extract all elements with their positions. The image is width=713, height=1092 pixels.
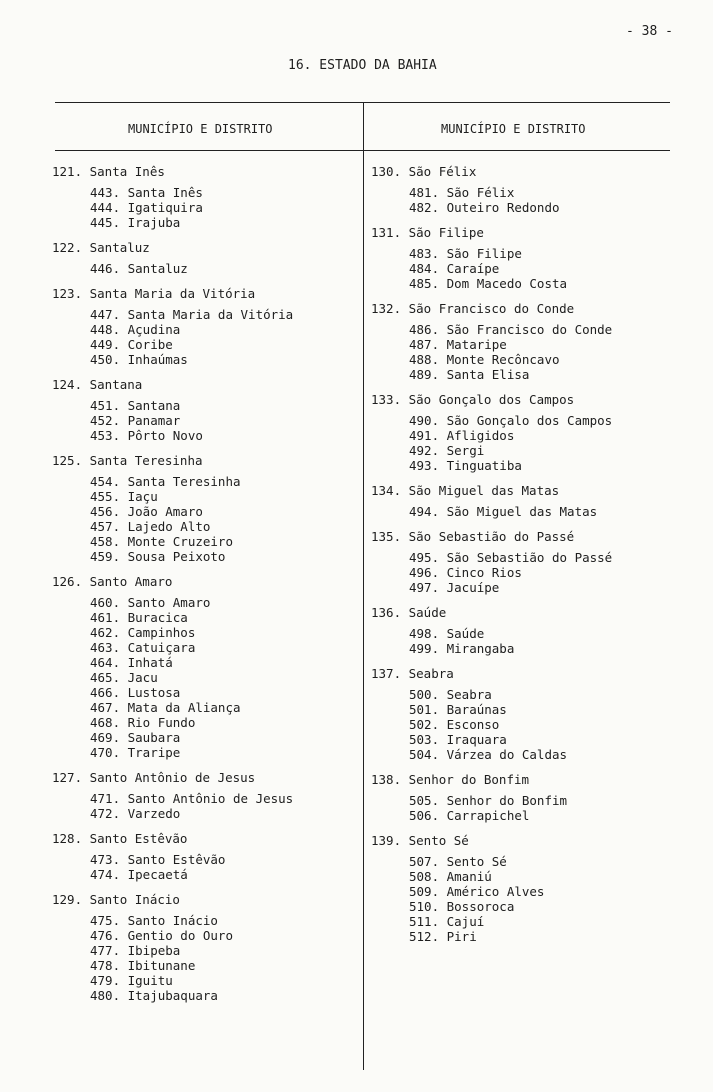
municipality-entry <box>52 376 357 443</box>
municipality-name: 125. Santa Teresinha <box>52 453 203 468</box>
page-title: 16. ESTADO DA BAHIA <box>288 58 437 73</box>
municipality-entry <box>52 573 357 760</box>
district-item: 502. Esconso <box>409 717 500 732</box>
municipality-entry <box>371 832 669 944</box>
district-item: 469. Saubara <box>90 730 181 745</box>
left-municipality-column <box>52 163 357 1003</box>
district-item: 446. Santaluz <box>90 261 188 276</box>
municipality-name: 136. Saúde <box>371 605 447 620</box>
district-item: 501. Baraúnas <box>409 702 507 717</box>
district-item: 478. Ibitunane <box>90 958 196 973</box>
district-item: 461. Buracica <box>90 610 188 625</box>
district-item: 509. Américo Alves <box>409 884 545 899</box>
municipality-name: 122. Santaluz <box>52 240 150 255</box>
district-item: 444. Igatiquira <box>90 200 203 215</box>
district-item: 456. João Amaro <box>90 504 203 519</box>
district-item: 499. Mirangaba <box>409 641 515 656</box>
district-item: 455. Iaçu <box>90 489 158 504</box>
municipality-entry <box>371 300 669 382</box>
district-item: 490. São Gonçalo dos Campos <box>409 413 613 428</box>
municipality-entry <box>371 771 669 823</box>
district-item: 498. Saúde <box>409 626 485 641</box>
district-item: 494. São Miguel das Matas <box>409 504 598 519</box>
municipality-name: 137. Seabra <box>371 666 454 681</box>
district-item: 493. Tinguatiba <box>409 458 522 473</box>
municipality-entry <box>371 528 669 595</box>
municipality-entry <box>371 391 669 473</box>
municipality-name: 127. Santo Antônio de Jesus <box>52 770 256 785</box>
district-item: 503. Iraquara <box>409 732 507 747</box>
municipality-entry <box>52 239 357 276</box>
municipality-name: 139. Sento Sé <box>371 833 469 848</box>
district-item: 484. Caraípe <box>409 261 500 276</box>
district-item: 487. Mataripe <box>409 337 507 352</box>
district-item: 471. Santo Antônio de Jesus <box>90 791 294 806</box>
municipality-name: 130. São Félix <box>371 164 477 179</box>
district-item: 460. Santo Amaro <box>90 595 211 610</box>
district-item: 451. Santana <box>90 398 181 413</box>
district-item: 510. Bossoroca <box>409 899 515 914</box>
district-item: 462. Campinhos <box>90 625 196 640</box>
district-item: 448. Açudina <box>90 322 181 337</box>
district-item: 466. Lustosa <box>90 685 181 700</box>
municipality-entry <box>52 452 357 564</box>
district-item: 457. Lajedo Alto <box>90 519 211 534</box>
district-item: 454. Santa Teresinha <box>90 474 241 489</box>
district-item: 506. Carrapichel <box>409 808 530 823</box>
right-column-header: MUNICÍPIO E DISTRITO <box>441 122 586 136</box>
municipality-name: 123. Santa Maria da Vitória <box>52 286 256 301</box>
district-item: 453. Pôrto Novo <box>90 428 203 443</box>
district-item: 491. Afligidos <box>409 428 515 443</box>
municipality-name: 126. Santo Amaro <box>52 574 173 589</box>
district-item: 477. Ibipeba <box>90 943 181 958</box>
municipality-entry <box>371 482 669 519</box>
district-item: 467. Mata da Aliança <box>90 700 241 715</box>
district-item: 508. Amaniú <box>409 869 492 884</box>
district-item: 464. Inhatá <box>90 655 173 670</box>
district-item: 507. Sento Sé <box>409 854 507 869</box>
municipality-entry <box>371 163 669 215</box>
district-item: 472. Varzedo <box>90 806 181 821</box>
district-item: 473. Santo Estêvão <box>90 852 226 867</box>
district-item: 511. Cajuí <box>409 914 485 929</box>
municipality-name: 138. Senhor do Bonfim <box>371 772 530 787</box>
district-item: 481. São Félix <box>409 185 515 200</box>
district-item: 504. Várzea do Caldas <box>409 747 568 762</box>
column-separator <box>363 102 364 1070</box>
district-item: 475. Santo Inácio <box>90 913 218 928</box>
district-item: 496. Cinco Rios <box>409 565 522 580</box>
municipality-entry <box>52 285 357 367</box>
district-item: 500. Seabra <box>409 687 492 702</box>
left-column-header: MUNICÍPIO E DISTRITO <box>128 122 273 136</box>
municipality-name: 128. Santo Estêvão <box>52 831 188 846</box>
district-item: 495. São Sebastião do Passé <box>409 550 613 565</box>
district-item: 470. Traripe <box>90 745 181 760</box>
district-item: 479. Iguitu <box>90 973 173 988</box>
district-item: 443. Santa Inês <box>90 185 203 200</box>
district-item: 483. São Filipe <box>409 246 522 261</box>
district-item: 480. Itajubaquara <box>90 988 218 1003</box>
district-item: 486. São Francisco do Conde <box>409 322 613 337</box>
municipality-name: 135. São Sebastião do Passé <box>371 529 575 544</box>
district-item: 497. Jacuípe <box>409 580 500 595</box>
district-item: 447. Santa Maria da Vitória <box>90 307 294 322</box>
district-item: 512. Piri <box>409 929 477 944</box>
district-item: 465. Jacu <box>90 670 158 685</box>
district-item: 459. Sousa Peixoto <box>90 549 226 564</box>
right-municipality-column <box>371 163 669 944</box>
district-item: 492. Sergi <box>409 443 485 458</box>
district-item: 449. Coribe <box>90 337 173 352</box>
district-item: 488. Monte Recôncavo <box>409 352 560 367</box>
district-item: 452. Panamar <box>90 413 181 428</box>
municipality-name: 129. Santo Inácio <box>52 892 180 907</box>
district-item: 505. Senhor do Bonfim <box>409 793 568 808</box>
municipality-name: 133. São Gonçalo dos Campos <box>371 392 575 407</box>
municipality-entry <box>52 891 357 1003</box>
municipality-name: 124. Santana <box>52 377 143 392</box>
municipality-entry <box>52 830 357 882</box>
municipality-name: 134. São Miguel das Matas <box>371 483 560 498</box>
municipality-entry <box>371 224 669 291</box>
district-item: 482. Outeiro Redondo <box>409 200 560 215</box>
municipality-entry <box>52 163 357 230</box>
municipality-name: 132. São Francisco do Conde <box>371 301 575 316</box>
municipality-entry <box>371 604 669 656</box>
district-item: 474. Ipecaetá <box>90 867 188 882</box>
district-item: 458. Monte Cruzeiro <box>90 534 233 549</box>
page-number: - 38 - <box>626 24 673 39</box>
district-item: 450. Inhaúmas <box>90 352 188 367</box>
district-item: 489. Santa Elisa <box>409 367 530 382</box>
district-item: 485. Dom Macedo Costa <box>409 276 568 291</box>
municipality-entry <box>52 769 357 821</box>
district-item: 476. Gentio do Ouro <box>90 928 233 943</box>
municipality-entry <box>371 665 669 762</box>
district-item: 463. Catuiçara <box>90 640 196 655</box>
municipality-name: 121. Santa Inês <box>52 164 165 179</box>
municipality-name: 131. São Filipe <box>371 225 484 240</box>
district-item: 468. Rio Fundo <box>90 715 196 730</box>
district-item: 445. Irajuba <box>90 215 181 230</box>
